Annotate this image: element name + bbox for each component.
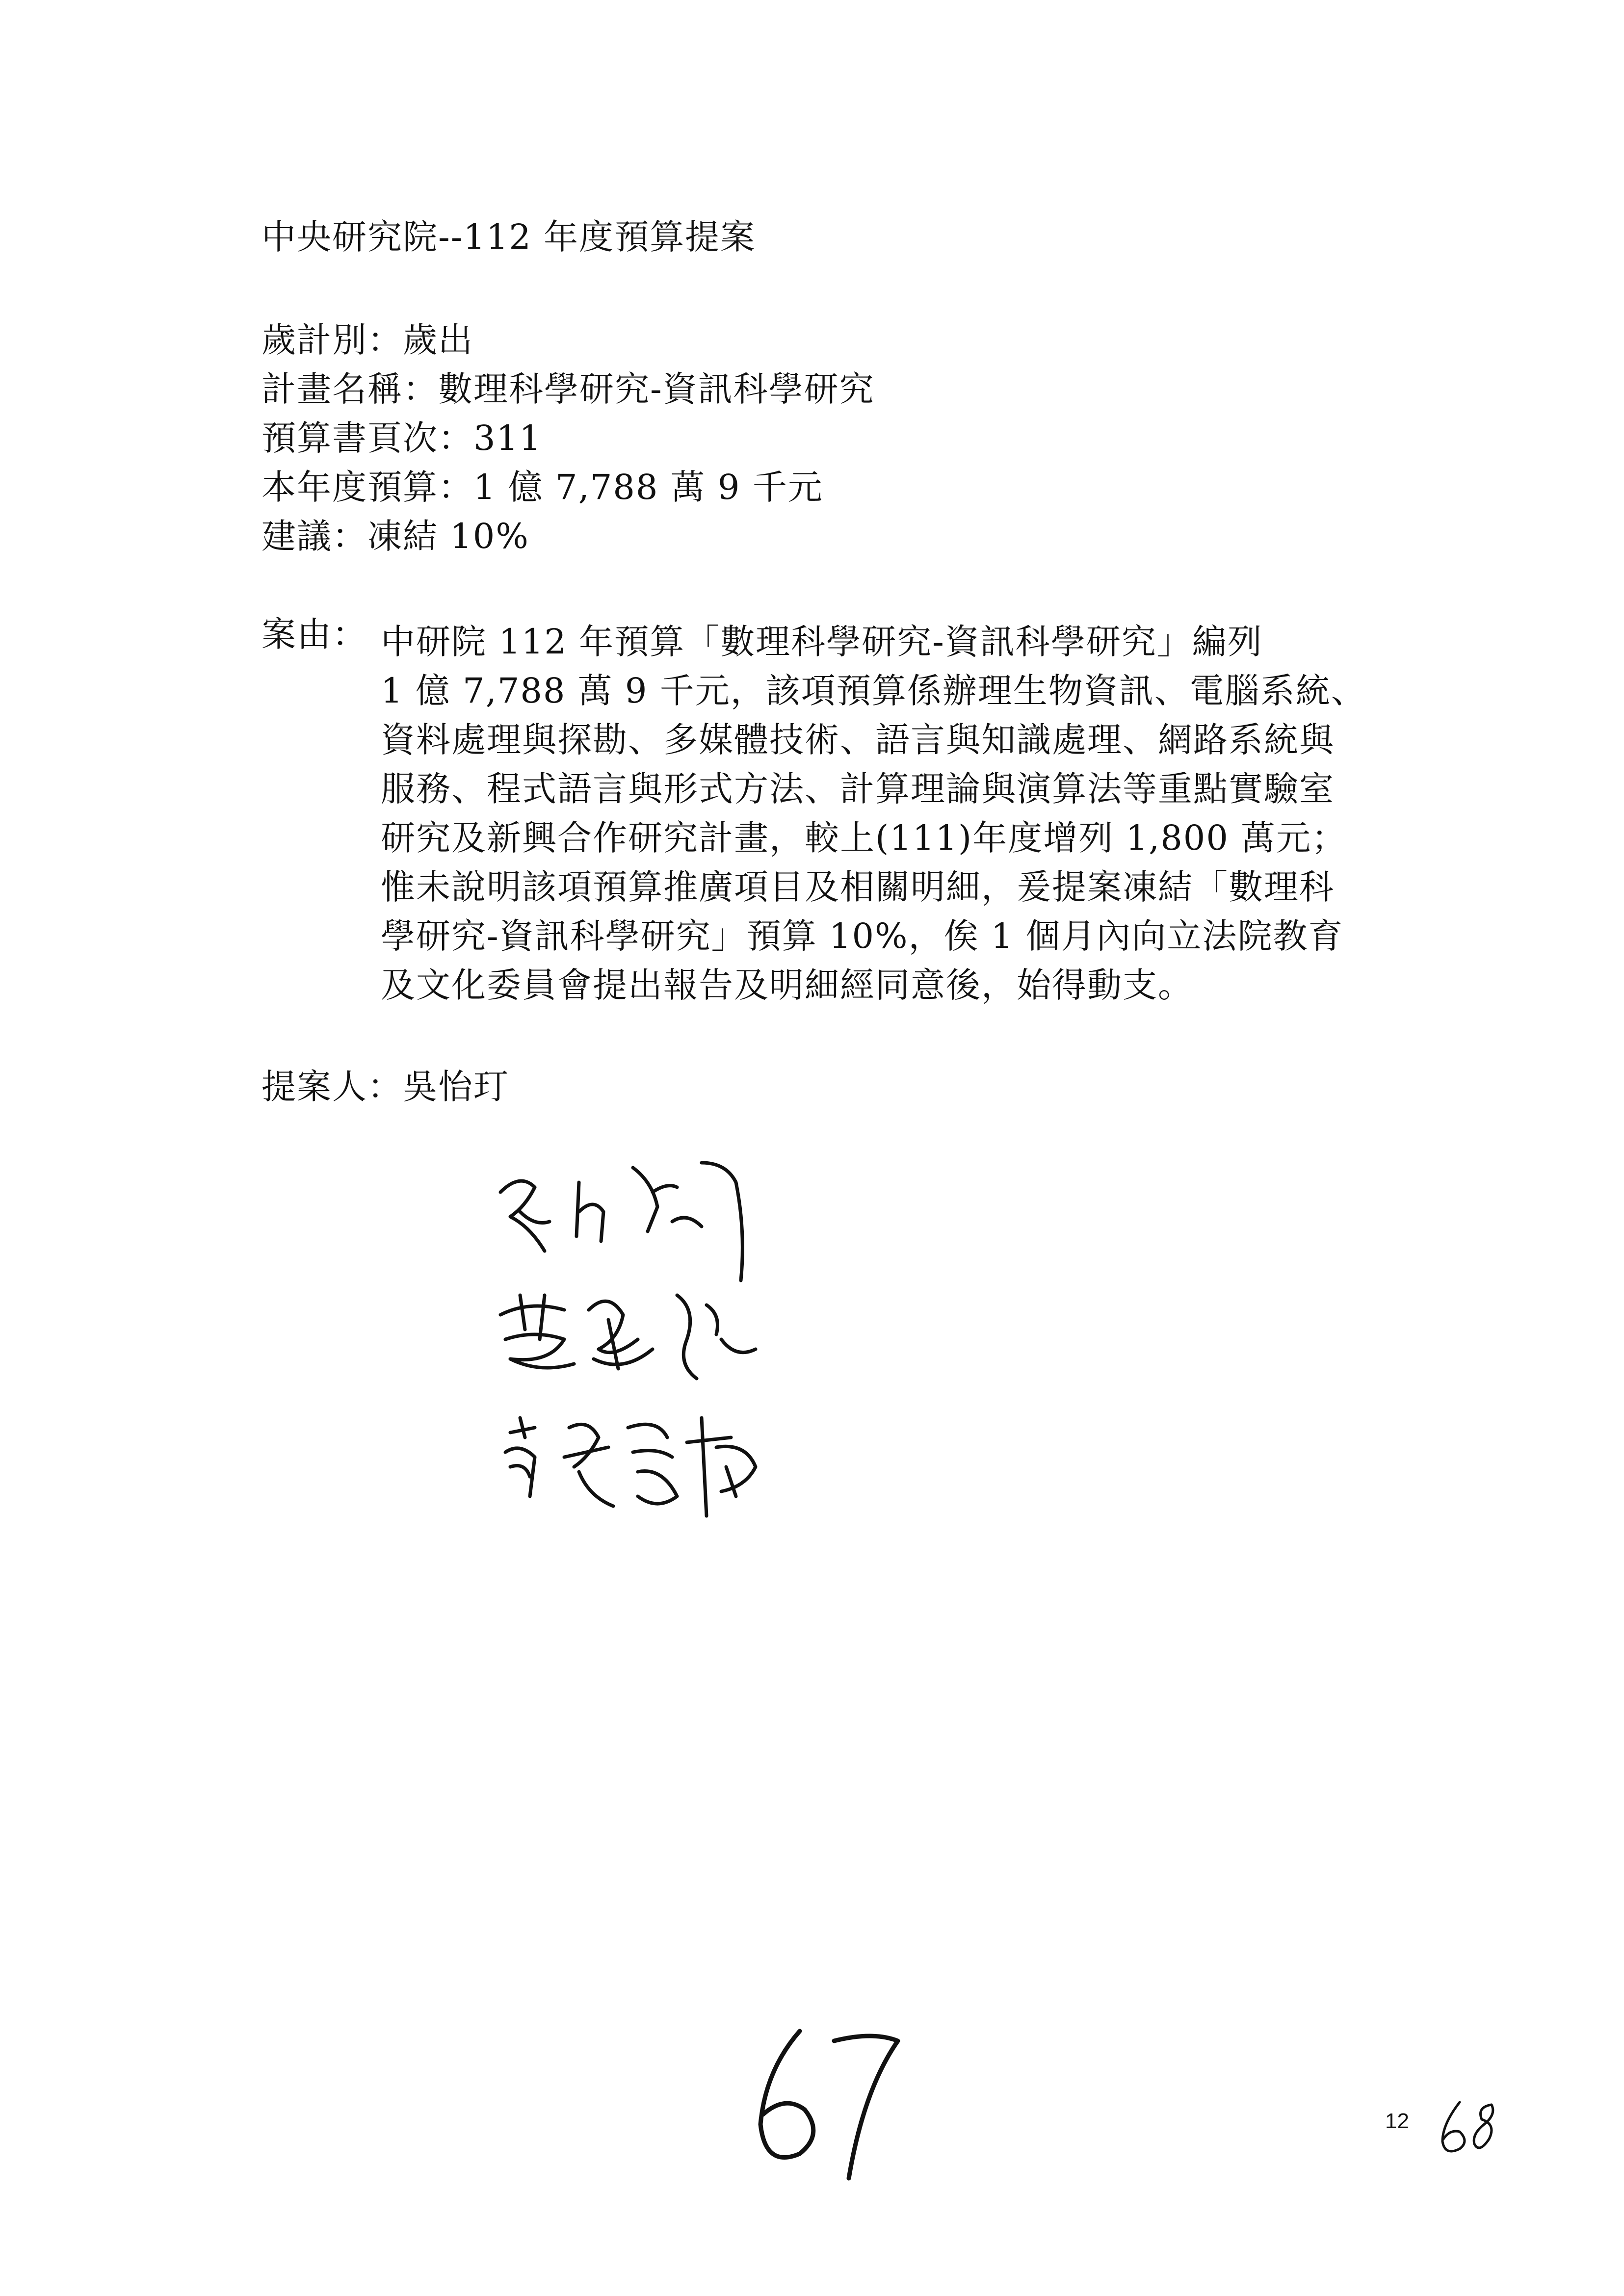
reason-label: 案由： — [262, 614, 367, 654]
document-title: 中央研究院--112 年度預算提案 — [262, 217, 756, 257]
meta-fiscal-category: 歲計別：歲出 — [262, 320, 473, 360]
reason-line: 學研究-資訊科學研究」預算 10%，俟 1 個月內向立法院教育 — [381, 916, 1344, 956]
handwritten-signatures — [491, 1153, 883, 1594]
reason-line: 研究及新興合作研究計畫，較上(111)年度增列 1,800 萬元； — [381, 818, 1347, 858]
signature-2 — [500, 1295, 756, 1379]
handwritten-corner-number — [1433, 2095, 1521, 2159]
meta-plan-name: 計畫名稱：數理科學研究-資訊科學研究 — [262, 369, 875, 409]
reason-line: 及文化委員會提出報告及明細經同意後，始得動支。 — [381, 965, 1193, 1005]
reason-line: 中研院 112 年預算「數理科學研究-資訊科學研究」編列 — [381, 622, 1263, 662]
page-number: 12 — [1385, 2109, 1409, 2133]
reason-line: 服務、程式語言與形式方法、計算理論與演算法等重點實驗室 — [381, 769, 1335, 809]
signature-1 — [500, 1163, 742, 1280]
proposer: 提案人：吳怡玎 — [262, 1067, 509, 1107]
reason-body — [381, 617, 1411, 1010]
reason-line: 1 億 7,788 萬 9 千元，該項預算係辦理生物資訊、電腦系統、 — [381, 671, 1366, 711]
meta-current-budget: 本年度預算：1 億 7,788 萬 9 千元 — [262, 467, 823, 507]
reason-line: 資料處理與探勘、多媒體技術、語言與知識處理、網路系統與 — [381, 720, 1335, 760]
reason-line: 惟未說明該項預算推廣項目及相關明細，爰提案凍結「數理科 — [381, 867, 1335, 907]
handwritten-page-number — [736, 2011, 932, 2188]
signature-3 — [505, 1418, 756, 1516]
meta-budget-page: 預算書頁次：311 — [262, 418, 542, 458]
meta-recommendation: 建議：凍結 10% — [262, 516, 529, 556]
